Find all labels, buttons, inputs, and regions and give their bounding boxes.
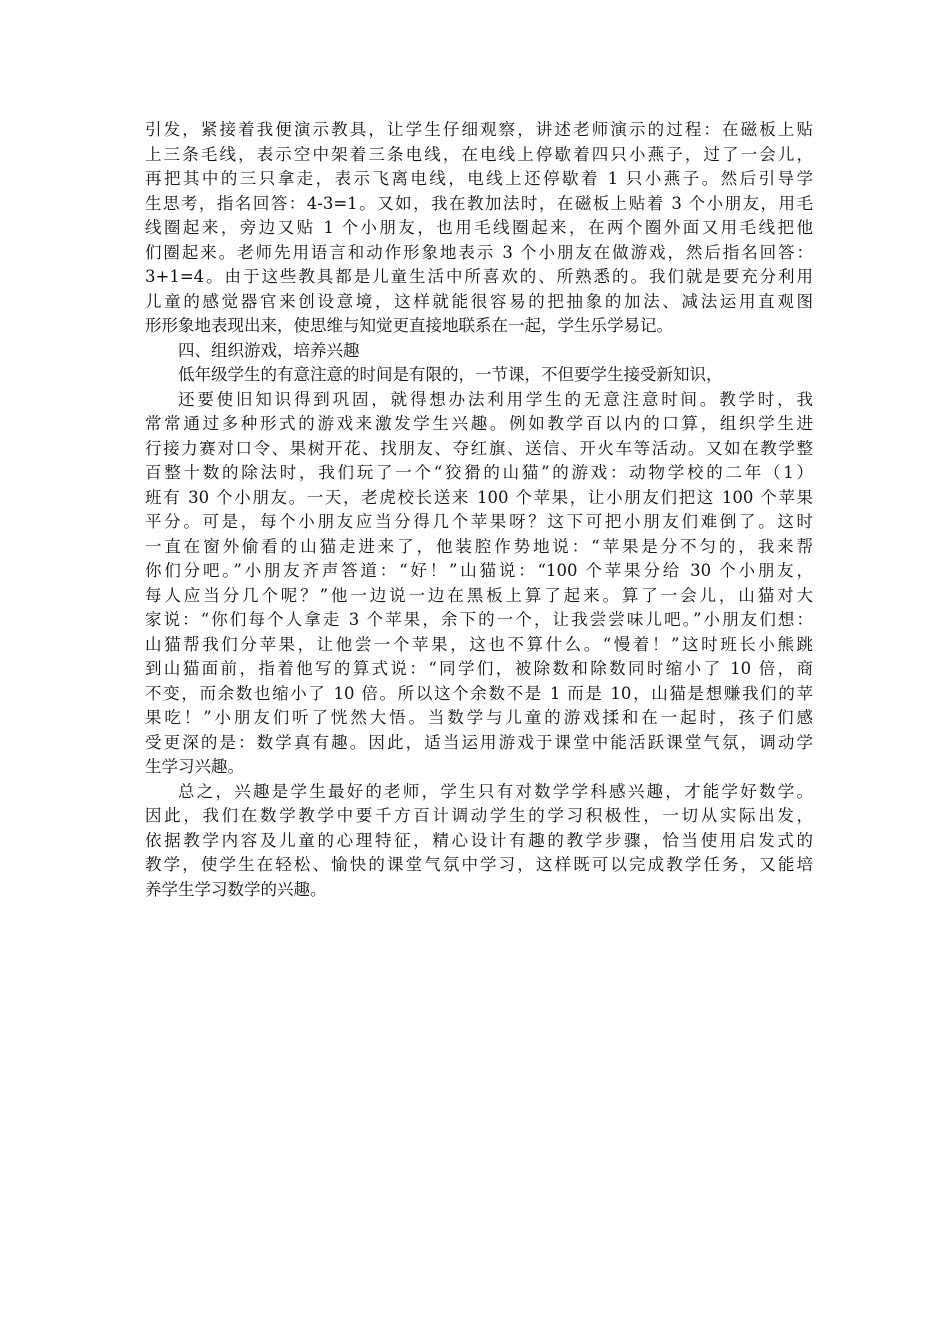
text-line: 家说：“你们每个人拿走 3 个苹果，余下的一个，让我尝尝味儿吧。”小朋友们想： xyxy=(145,610,813,629)
text-line: 常常通过多种形式的游戏来激发学生兴趣。例如教学百以内的口算，组织学生进 xyxy=(145,414,813,433)
text-line: 再把其中的三只拿走，表示飞离电线，电线上还停歇着 1 只小燕子。然后引导学 xyxy=(145,169,813,188)
text-line: 你们分吧。”小朋友齐声答道：“好！”山猫说：“100 个苹果分给 30 个小朋友， xyxy=(145,561,813,580)
text-line: 养学生学习数学的兴趣。 xyxy=(145,879,327,899)
text-line: 因此，我们在数学教学中要千方百计调动学生的学习积极性，一切从实际出发， xyxy=(145,806,813,825)
text-line: 百整十数的除法时，我们玩了一个“狡猾的山猫”的游戏：动物学校的二年（1） xyxy=(145,463,813,482)
text-line: 山猫帮我们分苹果，让他尝一个苹果，这也不算什么。“慢着！”这时班长小熊跳 xyxy=(145,634,813,654)
text-line: 总之，兴趣是学生最好的老师，学生只有对数学学科感兴趣，才能学好数学。 xyxy=(178,781,813,801)
text-line: 们圈起来。老师先用语言和动作形象地表示 3 个小朋友在做游戏，然后指名回答： xyxy=(145,242,813,262)
text-line: 3+1=4。由于这些教具都是儿童生活中所喜欢的、所熟悉的。我们就是要充分利用 xyxy=(145,267,813,286)
text-line: 形形象地表现出来，使思维与知觉更直接地联系在一起，学生乐学易记。 xyxy=(145,316,673,335)
text-line: 引发，紧接着我便演示教具，让学生仔细观察，讲述老师演示的过程：在磁板上贴 xyxy=(145,120,813,139)
text-line: 上三条毛线，表示空中架着三条电线，在电线上停歇着四只小燕子，过了一会儿， xyxy=(145,144,813,164)
text-line: 行接力赛对口令、果树开花、找朋友、夺红旗、送信、开火车等活动。又如在教学整 xyxy=(145,438,813,458)
section-heading: 四、组织游戏，培养兴趣 xyxy=(178,340,360,360)
text-line: 每人应当分几个呢？”他一边说一边在黑板上算了起来。算了一会儿，山猫对大 xyxy=(145,585,813,605)
text-line: 班有 30 个小朋友。一天，老虎校长送来 100 个苹果，让小朋友们把这 100 个苹果 xyxy=(145,487,813,507)
text-line: 依据教学内容及儿童的心理特征，精心设计有趣的教学步骤，恰当使用启发式的 xyxy=(145,830,813,850)
text-line: 不变，而余数也缩小了 10 倍。所以这个余数不是 1 而是 10，山猫是想赚我们的苹 xyxy=(145,683,813,703)
text-line: 生思考，指名回答：4-3=1。又如，我在教加法时，在磁板上贴着 3 个小朋友，用毛 xyxy=(145,193,813,213)
paragraph xyxy=(145,388,813,780)
text-line: 到山猫面前，指着他写的算式说：“同学们，被除数和除数同时缩小了 10 倍，商 xyxy=(145,659,813,678)
paragraph xyxy=(145,780,813,903)
text-line: 低年级学生的有意注意的时间是有限的，一节课，不但要学生接受新知识， xyxy=(178,365,723,384)
text-line: 受更深的是：数学真有趣。因此，适当运用游戏于课堂中能活跃课堂气氛，调动学 xyxy=(145,732,813,752)
document-body xyxy=(145,118,813,902)
paragraph xyxy=(145,118,813,339)
text-line: 平分。可是，每个小朋友应当分得几个苹果呀？这下可把小朋友们难倒了。这时 xyxy=(145,512,813,531)
text-line: 教学，使学生在轻松、愉快的课堂气氛中学习，这样既可以完成教学任务，又能培 xyxy=(145,855,813,874)
text-line: 线圈起来，旁边又贴 1 个小朋友，也用毛线圈起来，在两个圈外面又用毛线把他 xyxy=(145,218,813,237)
text-line: 还要使旧知识得到巩固，就得想办法利用学生的无意注意时间。教学时，我 xyxy=(178,389,813,409)
text-line: 生学习兴趣。 xyxy=(145,757,244,776)
text-line: 果吃！”小朋友们听了恍然大悟。当数学与儿童的游戏揉和在一起时，孩子们感 xyxy=(145,708,813,727)
text-line: 一直在窗外偷看的山猫走进来了，他装腔作势地说：“苹果是分不匀的，我来帮 xyxy=(145,536,813,556)
text-line: 儿童的感觉器官来创设意境，这样就能很容易的把抽象的加法、减法运用直观图 xyxy=(145,291,813,311)
